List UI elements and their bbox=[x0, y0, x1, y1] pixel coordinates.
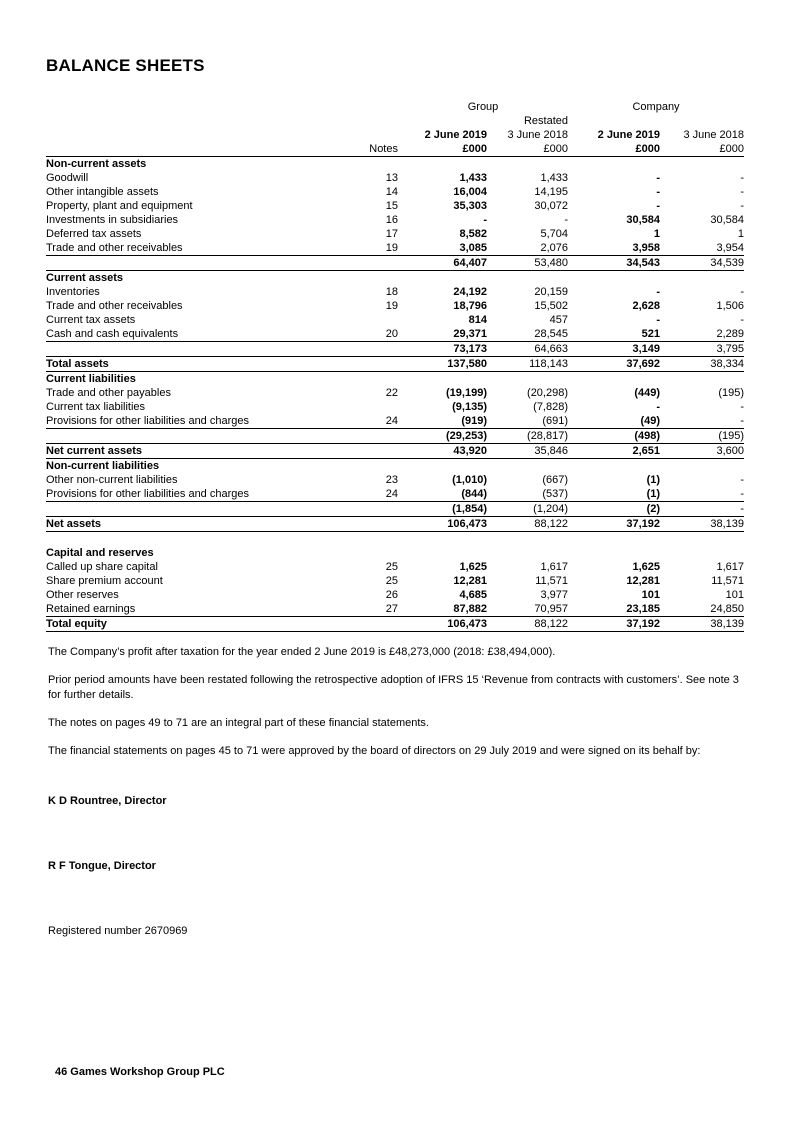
note-reference: 18 bbox=[385, 286, 398, 298]
company-column-header: Company bbox=[632, 101, 680, 113]
row-label: Inventories bbox=[46, 286, 100, 298]
group-2019-value: (919) bbox=[398, 414, 487, 429]
company-2018-value: 1 bbox=[737, 228, 745, 240]
unit-label-company-2019: £000 bbox=[568, 142, 660, 157]
group-2019-value: (1,854) bbox=[398, 502, 487, 517]
company-2019-value: 1 bbox=[653, 228, 661, 240]
note-reference: 25 bbox=[385, 575, 398, 587]
note-reference bbox=[341, 502, 398, 517]
group-2019-value: 8,582 bbox=[459, 228, 487, 240]
group-2019-value: 106,473 bbox=[398, 517, 487, 532]
note-reference: 23 bbox=[385, 474, 398, 486]
row-label bbox=[46, 256, 341, 271]
item-row bbox=[46, 560, 744, 574]
date-header-company-2018: 3 June 2018 bbox=[683, 129, 745, 141]
company-2018-value: - bbox=[740, 286, 745, 298]
item-row bbox=[46, 213, 744, 227]
company-2018-value: 34,539 bbox=[660, 256, 744, 271]
note-reference bbox=[341, 157, 398, 172]
company-2018-value: 11,571 bbox=[711, 575, 745, 587]
note-reference bbox=[341, 313, 398, 327]
row-label: Capital and reserves bbox=[46, 547, 154, 559]
company-2019-value: - bbox=[656, 314, 661, 326]
company-2018-value bbox=[660, 271, 744, 286]
company-2019-value: - bbox=[656, 200, 661, 212]
company-2018-value bbox=[660, 372, 744, 387]
group-2019-value: 43,920 bbox=[398, 444, 487, 459]
note-reference: 15 bbox=[385, 200, 398, 212]
group-2019-value: 137,580 bbox=[398, 357, 487, 372]
item-row bbox=[46, 602, 744, 617]
company-2018-value: - bbox=[660, 487, 744, 502]
company-2018-value: 38,334 bbox=[660, 357, 744, 372]
section-row bbox=[46, 459, 744, 474]
approval-statement: The financial statements on pages 45 to 71 were approved by the board of directors on 29 July 2019 and were signed on its behalf by: bbox=[48, 745, 701, 757]
group-2018-value: 11,571 bbox=[535, 575, 569, 587]
unit-label-company-2018: £000 bbox=[660, 142, 744, 157]
group-2019-value: 12,281 bbox=[453, 575, 487, 587]
company-2019-value bbox=[568, 157, 660, 172]
company-2018-value: 30,584 bbox=[710, 214, 745, 226]
row-label: Non-current liabilities bbox=[46, 460, 160, 472]
company-2019-value: 3,958 bbox=[568, 241, 660, 256]
company-2019-value: 23,185 bbox=[568, 602, 660, 617]
company-2019-value: 2,628 bbox=[632, 300, 661, 312]
company-2019-value: - bbox=[656, 172, 661, 184]
company-2019-value: 37,692 bbox=[568, 357, 660, 372]
row-label bbox=[46, 502, 341, 517]
row-label: Other intangible assets bbox=[46, 186, 159, 198]
entity-header-row bbox=[46, 100, 744, 114]
group-2018-value bbox=[487, 546, 568, 560]
company-2019-value: 1,625 bbox=[632, 561, 661, 573]
note-reference: 20 bbox=[341, 327, 398, 342]
note-reference: 25 bbox=[385, 561, 398, 573]
note-reference bbox=[341, 342, 398, 357]
date-header-group-2019: 2 June 2019 bbox=[424, 129, 487, 141]
company-2019-value: (2) bbox=[568, 502, 660, 517]
group-2019-value: 73,173 bbox=[398, 342, 487, 357]
company-2018-value: - bbox=[740, 186, 745, 198]
row-label: Deferred tax assets bbox=[46, 228, 142, 240]
group-2019-value: (19,199) bbox=[446, 387, 487, 399]
note-reference bbox=[341, 617, 398, 632]
notes-reference: The notes on pages 49 to 71 are an integral part of these financial statements. bbox=[48, 717, 429, 729]
spacer-row bbox=[46, 532, 744, 547]
note-reference bbox=[341, 256, 398, 271]
company-2019-value: 34,543 bbox=[568, 256, 660, 271]
company-2018-value bbox=[660, 459, 744, 474]
group-2019-value: 24,192 bbox=[453, 286, 487, 298]
balance-sheet-body bbox=[46, 157, 744, 632]
row-label bbox=[46, 429, 341, 444]
company-2019-value: (498) bbox=[568, 429, 660, 444]
group-2018-value: 35,846 bbox=[487, 444, 568, 459]
group-2018-value: 88,122 bbox=[487, 617, 568, 632]
group-column-header: Group bbox=[467, 101, 499, 113]
row-label: Called up share capital bbox=[46, 561, 158, 573]
company-2018-value: 1,617 bbox=[716, 561, 745, 573]
group-2019-value bbox=[398, 372, 487, 387]
item-row bbox=[46, 171, 744, 185]
restatement-note: Prior period amounts have been restated following the retrospective adoption of IFRS 15 ‘Revenue from contracts with customers’. See note 3 for further details. bbox=[48, 674, 739, 701]
company-2018-value: - bbox=[660, 502, 744, 517]
empty-cell bbox=[568, 114, 744, 128]
company-2018-value: 2,289 bbox=[660, 327, 744, 342]
company-2019-value bbox=[568, 372, 660, 387]
item-row bbox=[46, 299, 744, 313]
group-2018-value: (7,828) bbox=[533, 401, 569, 413]
item-row bbox=[46, 199, 744, 213]
group-2018-value: 53,480 bbox=[487, 256, 568, 271]
total-row bbox=[46, 517, 744, 532]
item-row bbox=[46, 227, 744, 241]
note-reference bbox=[341, 400, 398, 414]
subtotal-row bbox=[46, 342, 744, 357]
group-2019-value: 106,473 bbox=[398, 617, 487, 632]
note-reference bbox=[341, 546, 398, 560]
note-reference: 13 bbox=[385, 172, 398, 184]
company-2018-value: - bbox=[740, 200, 745, 212]
units-row bbox=[46, 142, 744, 157]
group-2018-value: 30,072 bbox=[534, 200, 569, 212]
item-row bbox=[46, 574, 744, 588]
group-2019-value: (844) bbox=[398, 487, 487, 502]
unit-label-group-2018: £000 bbox=[487, 142, 568, 157]
group-2019-value bbox=[398, 157, 487, 172]
total-row bbox=[46, 444, 744, 459]
empty-cell bbox=[46, 100, 398, 114]
row-label: Investments in subsidiaries bbox=[46, 214, 179, 226]
row-label: Trade and other receivables bbox=[46, 241, 341, 256]
group-2019-value: 814 bbox=[468, 314, 487, 326]
unit-label-group-2019: £000 bbox=[398, 142, 487, 157]
company-2018-value: 24,850 bbox=[660, 602, 744, 617]
group-2018-value: 28,545 bbox=[487, 327, 568, 342]
company-2019-value: 3,149 bbox=[568, 342, 660, 357]
note-reference: 19 bbox=[341, 241, 398, 256]
group-2018-value: 5,704 bbox=[540, 228, 569, 240]
row-label: Trade and other payables bbox=[46, 387, 171, 399]
item-row bbox=[46, 473, 744, 487]
table-header bbox=[46, 100, 744, 157]
subtotal-row bbox=[46, 502, 744, 517]
group-2018-value bbox=[487, 372, 568, 387]
row-label: Current liabilities bbox=[46, 373, 136, 385]
group-2018-value: 15,502 bbox=[534, 300, 569, 312]
group-2018-value: (691) bbox=[487, 414, 568, 429]
company-2018-value: - bbox=[740, 474, 745, 486]
group-2019-value: (1,010) bbox=[452, 474, 487, 486]
date-header-group-2018: 3 June 2018 bbox=[507, 129, 569, 141]
restated-label: Restated bbox=[523, 115, 569, 127]
company-2019-value: (49) bbox=[568, 414, 660, 429]
note-reference bbox=[341, 271, 398, 286]
group-2019-value: 29,371 bbox=[398, 327, 487, 342]
row-label: Current assets bbox=[46, 272, 124, 284]
section-row bbox=[46, 271, 744, 286]
row-label: Net assets bbox=[46, 517, 341, 532]
item-row bbox=[46, 414, 744, 429]
group-2019-value: 1,433 bbox=[459, 172, 487, 184]
company-2018-value: 38,139 bbox=[660, 517, 744, 532]
item-row bbox=[46, 327, 744, 342]
company-2019-value: (1) bbox=[568, 487, 660, 502]
item-row bbox=[46, 185, 744, 199]
note-reference: 24 bbox=[341, 414, 398, 429]
group-2018-value bbox=[487, 459, 568, 474]
group-2018-value: 1,433 bbox=[540, 172, 569, 184]
company-2018-value: - bbox=[740, 172, 745, 184]
company-2018-value: (195) bbox=[718, 387, 745, 399]
company-2019-value: (449) bbox=[634, 387, 661, 399]
notes-label: Notes bbox=[341, 142, 398, 157]
date-header-company-2019: 2 June 2019 bbox=[597, 129, 661, 141]
note-reference: 17 bbox=[385, 228, 398, 240]
total-row bbox=[46, 617, 744, 632]
company-2019-value: - bbox=[656, 186, 661, 198]
note-reference: 27 bbox=[341, 602, 398, 617]
group-2018-value: 14,195 bbox=[534, 186, 569, 198]
company-2019-value: (1) bbox=[646, 474, 661, 486]
company-2018-value: - bbox=[740, 314, 745, 326]
group-2019-value: (29,253) bbox=[398, 429, 487, 444]
row-label: Total equity bbox=[46, 617, 341, 632]
group-2019-value bbox=[398, 271, 487, 286]
group-2018-value: 2,076 bbox=[487, 241, 568, 256]
row-label: Cash and cash equivalents bbox=[46, 327, 341, 342]
empty-cell bbox=[46, 128, 398, 142]
group-2018-value: 88,122 bbox=[487, 517, 568, 532]
empty-cell bbox=[46, 142, 341, 157]
row-label: Other reserves bbox=[46, 589, 119, 601]
row-label bbox=[46, 342, 341, 357]
group-2019-value: 64,407 bbox=[398, 256, 487, 271]
row-label: Property, plant and equipment bbox=[46, 200, 193, 212]
group-2019-value bbox=[398, 546, 487, 560]
company-2019-value bbox=[568, 271, 660, 286]
group-2018-value bbox=[487, 157, 568, 172]
item-row bbox=[46, 313, 744, 327]
row-label: Provisions for other liabilities and charges bbox=[46, 414, 341, 429]
row-label: Net current assets bbox=[46, 444, 341, 459]
registered-number: Registered number 2670969 bbox=[48, 925, 188, 937]
row-label: Retained earnings bbox=[46, 602, 341, 617]
note-reference: 14 bbox=[385, 186, 398, 198]
group-2018-value bbox=[487, 271, 568, 286]
company-2019-value: 12,281 bbox=[626, 575, 661, 587]
group-2019-value: (9,135) bbox=[452, 401, 487, 413]
row-label: Provisions for other liabilities and charges bbox=[46, 487, 341, 502]
company-2018-value: 38,139 bbox=[660, 617, 744, 632]
group-2018-value: 20,159 bbox=[534, 286, 569, 298]
row-label: Current tax liabilities bbox=[46, 401, 146, 413]
group-2019-value: 18,796 bbox=[453, 300, 487, 312]
company-2019-value: - bbox=[656, 401, 661, 413]
signature-director-1: K D Rountree, Director bbox=[48, 795, 167, 807]
group-2018-value: 457 bbox=[549, 314, 569, 326]
row-label: Total assets bbox=[46, 357, 341, 372]
group-2019-value: 87,882 bbox=[398, 602, 487, 617]
item-row bbox=[46, 487, 744, 502]
company-2018-value: - bbox=[740, 401, 745, 413]
item-row bbox=[46, 588, 744, 602]
company-2019-value: 37,192 bbox=[568, 617, 660, 632]
company-2018-value: 3,600 bbox=[660, 444, 744, 459]
group-2019-value: 35,303 bbox=[453, 200, 487, 212]
row-label: Other non-current liabilities bbox=[46, 474, 178, 486]
group-2018-value: 64,663 bbox=[487, 342, 568, 357]
company-2019-value: - bbox=[656, 286, 661, 298]
note-reference: 24 bbox=[341, 487, 398, 502]
total-row bbox=[46, 357, 744, 372]
section-row bbox=[46, 546, 744, 560]
note-reference bbox=[341, 517, 398, 532]
profit-after-tax-note: The Company’s profit after taxation for the year ended 2 June 2019 is £48,273,000 (2018: £38,494,000). bbox=[48, 646, 556, 658]
item-row bbox=[46, 400, 744, 414]
item-row bbox=[46, 241, 744, 256]
group-2018-value: (1,204) bbox=[487, 502, 568, 517]
note-reference: 19 bbox=[385, 300, 398, 312]
balance-sheet-table bbox=[46, 100, 744, 632]
empty-cell bbox=[46, 114, 487, 128]
company-2019-value: 37,192 bbox=[568, 517, 660, 532]
note-reference: 22 bbox=[385, 387, 398, 399]
row-label: Current tax assets bbox=[46, 314, 136, 326]
company-2018-value bbox=[660, 546, 744, 560]
company-2019-value: 30,584 bbox=[626, 214, 661, 226]
row-label: Non-current assets bbox=[46, 158, 147, 170]
page-footer: 46 Games Workshop Group PLC bbox=[55, 1066, 225, 1078]
group-2018-value: (667) bbox=[542, 474, 569, 486]
row-label: Share premium account bbox=[46, 575, 163, 587]
group-2019-value: 1,625 bbox=[459, 561, 487, 573]
spacer-cell bbox=[46, 532, 744, 547]
note-reference bbox=[341, 357, 398, 372]
page-title: BALANCE SHEETS bbox=[46, 56, 205, 75]
company-2018-value: (195) bbox=[660, 429, 744, 444]
note-reference: 26 bbox=[385, 589, 398, 601]
group-2019-value bbox=[398, 459, 487, 474]
item-row bbox=[46, 386, 744, 400]
group-2019-value: 3,085 bbox=[398, 241, 487, 256]
company-2018-value: 3,795 bbox=[660, 342, 744, 357]
note-reference bbox=[341, 429, 398, 444]
company-2019-value: 101 bbox=[641, 589, 661, 601]
group-2018-value: (537) bbox=[487, 487, 568, 502]
company-2018-value bbox=[660, 157, 744, 172]
restated-row bbox=[46, 114, 744, 128]
group-2018-value: - bbox=[564, 214, 569, 226]
group-2019-value: 16,004 bbox=[453, 186, 487, 198]
company-2018-value: 3,954 bbox=[660, 241, 744, 256]
note-reference bbox=[341, 372, 398, 387]
group-2019-value: - bbox=[483, 214, 487, 226]
company-2018-value: 1,506 bbox=[716, 300, 745, 312]
group-2018-value: (28,817) bbox=[487, 429, 568, 444]
signature-director-2: R F Tongue, Director bbox=[48, 860, 156, 872]
group-2018-value: 118,143 bbox=[487, 357, 568, 372]
date-header-row bbox=[46, 128, 744, 142]
group-2018-value: 3,977 bbox=[540, 589, 569, 601]
section-row bbox=[46, 372, 744, 387]
section-row bbox=[46, 157, 744, 172]
note-reference bbox=[341, 444, 398, 459]
row-label: Trade and other receivables bbox=[46, 300, 183, 312]
company-2019-value bbox=[568, 459, 660, 474]
group-2018-value: 70,957 bbox=[487, 602, 568, 617]
company-2019-value: 2,651 bbox=[568, 444, 660, 459]
group-2018-value: 1,617 bbox=[540, 561, 569, 573]
subtotal-row bbox=[46, 429, 744, 444]
group-2018-value: (20,298) bbox=[527, 387, 569, 399]
note-reference bbox=[341, 459, 398, 474]
company-2019-value: 521 bbox=[568, 327, 660, 342]
group-2019-value: 4,685 bbox=[459, 589, 487, 601]
subtotal-row bbox=[46, 256, 744, 271]
item-row bbox=[46, 285, 744, 299]
company-2018-value: 101 bbox=[725, 589, 745, 601]
note-reference: 16 bbox=[385, 214, 398, 226]
company-2018-value: - bbox=[660, 414, 744, 429]
company-2019-value bbox=[568, 546, 660, 560]
row-label: Goodwill bbox=[46, 172, 89, 184]
